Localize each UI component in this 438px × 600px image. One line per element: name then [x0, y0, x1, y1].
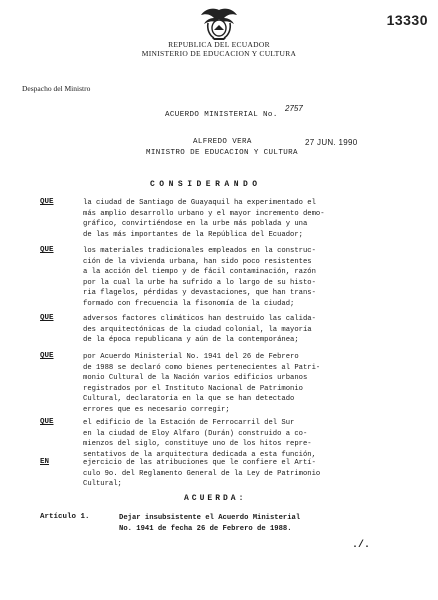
header-ministry: MINISTERIO DE EDUCACION Y CULTURA: [141, 49, 297, 58]
clause-line: monio Cultural de la Nación varios edificios urbanos: [83, 374, 308, 382]
acuerdo-title: ACUERDO MINISTERIAL No.: [165, 111, 278, 119]
clause-line: ria flagelos, pérdidas y devastaciones, que han trans-: [83, 289, 316, 297]
clause-line: de 1988 se declaró como bienes pertenecientes al Patri-: [83, 363, 321, 372]
clause-label: QUE: [40, 314, 54, 322]
clause-line: errores que es necesario corregir;: [83, 405, 230, 414]
date-stamp: 27 JUN. 1990: [305, 138, 358, 147]
office-label: Despacho del Ministro: [22, 84, 91, 93]
clause-line: ejercicio de las atribuciones que le confiere el Artí-: [83, 459, 316, 467]
article-body: [119, 513, 419, 534]
clause-label: QUE: [40, 418, 54, 426]
clause-body: [83, 418, 408, 460]
clause-line: por Acuerdo Ministerial No. 1941 del 26 de Febrero: [83, 353, 299, 361]
clause-line: de las más importantes de la República del Ecuador;: [83, 230, 303, 239]
clause-line: a la acción del tiempo y de fácil contaminación, razón: [83, 268, 316, 276]
article-label: Artículo 1.: [40, 513, 90, 521]
clause-line: más amplio desarrollo urbano y el mayor incremento demo-: [83, 209, 325, 218]
document-stamp-number: 13330: [386, 12, 428, 28]
acuerda-heading: ACUERDA:: [184, 494, 247, 503]
clause-line: culo 9o. del Reglamento General de la Ley de Patrimonio: [83, 469, 321, 478]
acuerdo-number: 2757: [285, 104, 303, 113]
clause-label: QUE: [40, 352, 54, 360]
clause-line: des arquitectónicas de la ciudad colonial, la mayoría: [83, 325, 312, 334]
clause-line: formado con frecuencia la fisonomía de la ciudad;: [83, 299, 295, 308]
clause-body: [83, 246, 408, 309]
article-line: Dejar insubsistente el Acuerdo Ministerial: [119, 514, 301, 522]
clause-line: de la época republicana y aún de la contemporánea;: [83, 336, 299, 344]
clause-line: en la ciudad de Eloy Alfaro (Durán) construido a co-: [83, 429, 308, 438]
clause-line: Cultural;: [83, 480, 122, 488]
clause-body: [83, 458, 408, 490]
clause-line: el edificio de la Estación de Ferrocarril del Sur: [83, 419, 295, 427]
clause-line: la ciudad de Santiago de Guayaquil ha experimentado el: [83, 199, 316, 207]
clause-line: registrados por el Instituto Nacional de Patrimonio: [83, 384, 303, 393]
clause-line: los materiales tradicionales empleados en la construc-: [83, 247, 316, 255]
clause-line: adversos factores climáticos han destruido las calida-: [83, 315, 316, 323]
clause-line: gráfico, convirtiéndose en la urbe más poblada y una: [83, 220, 308, 228]
clause-label: QUE: [40, 198, 54, 206]
clause-line: Cultural, declaratoria en la que se han detectado: [83, 395, 295, 403]
clause-line: por la cual la urbe ha sufrido a lo largo de su histo-: [83, 278, 316, 287]
header-republic: REPUBLICA DEL ECUADOR: [168, 40, 270, 49]
clause-body: [83, 352, 408, 415]
clause-label: EN: [40, 458, 50, 466]
clause-line: ción de la vivienda urbana, han sido poco resistentes: [83, 257, 312, 266]
considerando-heading: CONSIDERANDO: [150, 180, 262, 189]
clause-body: [83, 198, 408, 240]
continuation-mark: ./.: [352, 540, 371, 551]
clause-line: sentativos de la arquitectura dedicada a esta función,: [83, 450, 316, 459]
clause-line: mienzos del siglo, constituye uno de los hitos repre-: [83, 440, 312, 448]
clause-body: [83, 314, 408, 346]
minister-title: MINISTRO DE EDUCACION Y CULTURA: [146, 149, 298, 157]
coat-of-arms-icon: [199, 7, 239, 41]
minister-name: ALFREDO VERA: [193, 138, 252, 146]
clause-label: QUE: [40, 246, 54, 254]
article-line: No. 1941 de fecha 26 de Febrero de 1988.: [119, 524, 292, 533]
